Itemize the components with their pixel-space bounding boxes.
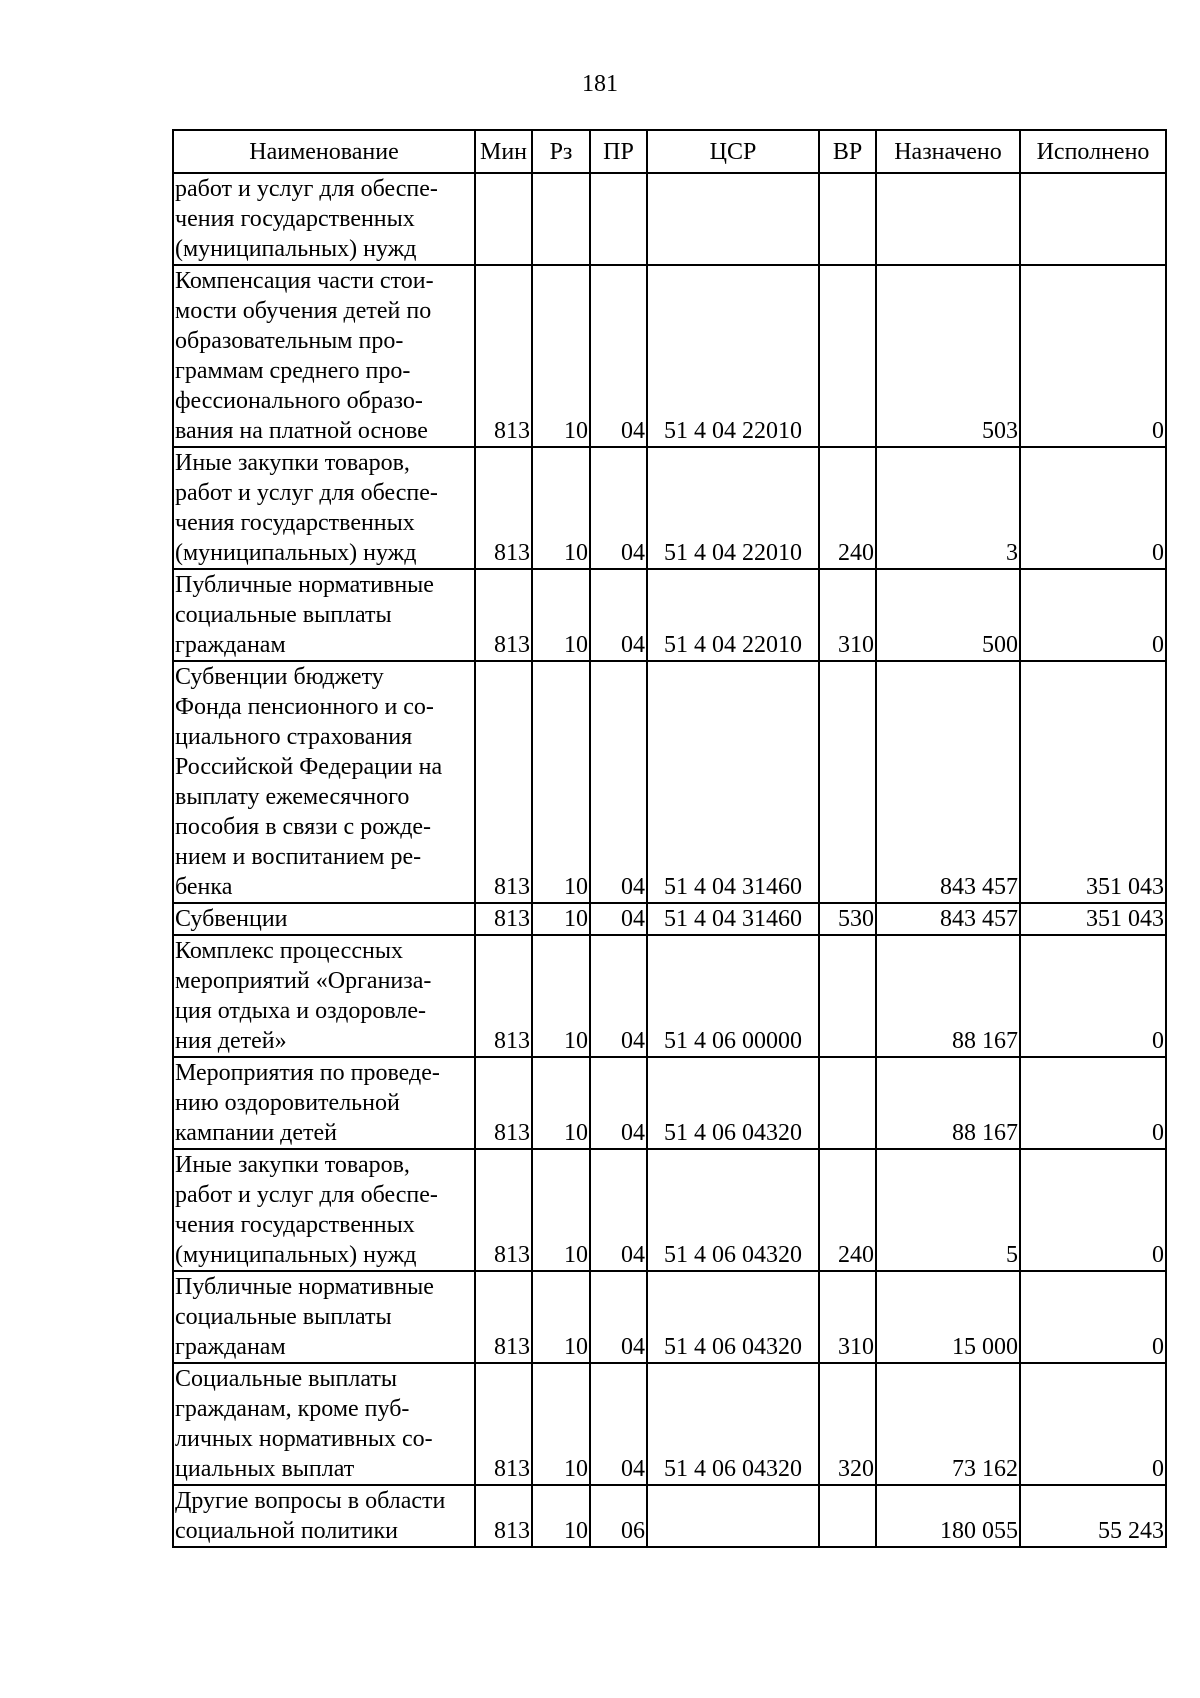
cell-min: 813 bbox=[475, 569, 532, 661]
cell-name-line: работ и услуг для обеспе- bbox=[175, 176, 438, 202]
cell-naznacheno: 73 162 bbox=[876, 1363, 1020, 1485]
cell-rz: 10 bbox=[532, 935, 590, 1057]
cell-csr: 51 4 04 31460 bbox=[647, 903, 819, 935]
cell-csr: 51 4 06 00000 bbox=[647, 935, 819, 1057]
cell-csr: 51 4 04 31460 bbox=[647, 661, 819, 903]
cell-name-line: вания на платной основе bbox=[175, 418, 428, 444]
cell-vr: 240 bbox=[819, 1149, 876, 1271]
table-header bbox=[173, 130, 1166, 173]
cell-name-line: гражданам bbox=[175, 1334, 286, 1360]
header-pr: ПР bbox=[590, 130, 647, 173]
cell-csr: 51 4 06 04320 bbox=[647, 1271, 819, 1363]
cell-rz: 10 bbox=[532, 569, 590, 661]
cell-pr: 04 bbox=[590, 569, 647, 661]
cell-name-line: ция отдыха и оздоровле- bbox=[175, 998, 426, 1024]
cell-name-line: (муниципальных) нужд bbox=[175, 236, 417, 262]
cell-naznacheno: 15 000 bbox=[876, 1271, 1020, 1363]
cell-ispolneno: 0 bbox=[1020, 447, 1166, 569]
cell-naznacheno: 88 167 bbox=[876, 935, 1020, 1057]
cell-name bbox=[173, 447, 475, 569]
header-min: Мин bbox=[475, 130, 532, 173]
cell-vr: 530 bbox=[819, 903, 876, 935]
cell-pr: 04 bbox=[590, 1149, 647, 1271]
cell-ispolneno: 0 bbox=[1020, 569, 1166, 661]
cell-name-line: бенка bbox=[175, 874, 233, 900]
cell-naznacheno: 5 bbox=[876, 1149, 1020, 1271]
cell-vr bbox=[819, 661, 876, 903]
cell-ispolneno bbox=[1020, 173, 1166, 265]
cell-name-line: Публичные нормативные bbox=[175, 572, 434, 598]
table-row bbox=[173, 265, 1166, 447]
cell-csr: 51 4 06 04320 bbox=[647, 1149, 819, 1271]
cell-name-line: работ и услуг для обеспе- bbox=[175, 480, 438, 506]
cell-name-line: Другие вопросы в области bbox=[175, 1488, 446, 1514]
cell-name-line: нием и воспитанием ре- bbox=[175, 844, 422, 870]
cell-name-line: мости обучения детей по bbox=[175, 298, 432, 324]
cell-min: 813 bbox=[475, 1271, 532, 1363]
cell-name-line: Субвенции бюджету bbox=[175, 664, 384, 690]
header-csr: ЦСР bbox=[647, 130, 819, 173]
cell-rz: 10 bbox=[532, 1271, 590, 1363]
cell-rz: 10 bbox=[532, 1363, 590, 1485]
cell-name-line: Иные закупки товаров, bbox=[175, 1152, 410, 1178]
cell-rz: 10 bbox=[532, 1485, 590, 1547]
table-row bbox=[173, 1363, 1166, 1485]
cell-naznacheno: 500 bbox=[876, 569, 1020, 661]
cell-pr: 04 bbox=[590, 265, 647, 447]
cell-pr: 04 bbox=[590, 903, 647, 935]
cell-pr: 04 bbox=[590, 447, 647, 569]
cell-name-line: Социальные выплаты bbox=[175, 1366, 398, 1392]
cell-name-line: гражданам bbox=[175, 632, 286, 658]
table-body bbox=[173, 173, 1166, 1547]
cell-name-line: пособия в связи с рожде- bbox=[175, 814, 432, 840]
cell-name-line: Компенсация части стои- bbox=[175, 268, 434, 294]
cell-ispolneno: 55 243 bbox=[1020, 1485, 1166, 1547]
cell-naznacheno: 180 055 bbox=[876, 1485, 1020, 1547]
cell-rz: 10 bbox=[532, 903, 590, 935]
cell-vr bbox=[819, 1485, 876, 1547]
cell-rz bbox=[532, 173, 590, 265]
table-row bbox=[173, 1485, 1166, 1547]
cell-name-line: чения государственных bbox=[175, 1212, 415, 1238]
cell-name-line: Мероприятия по проведе- bbox=[175, 1060, 440, 1086]
table-row bbox=[173, 903, 1166, 935]
cell-naznacheno: 503 bbox=[876, 265, 1020, 447]
cell-vr bbox=[819, 265, 876, 447]
cell-name-line: кампании детей bbox=[175, 1120, 338, 1146]
cell-rz: 10 bbox=[532, 447, 590, 569]
cell-name-line: граммам среднего про- bbox=[175, 358, 411, 384]
cell-name-line: личных нормативных со- bbox=[175, 1426, 433, 1452]
cell-name-line: чения государственных bbox=[175, 510, 415, 536]
cell-ispolneno: 351 043 bbox=[1020, 903, 1166, 935]
cell-name-line: циальных выплат bbox=[175, 1456, 355, 1482]
cell-rz: 10 bbox=[532, 1149, 590, 1271]
cell-name bbox=[173, 1271, 475, 1363]
header-vr: ВР bbox=[819, 130, 876, 173]
cell-vr: 310 bbox=[819, 1271, 876, 1363]
cell-pr: 04 bbox=[590, 935, 647, 1057]
cell-name-line: чения государственных bbox=[175, 206, 415, 232]
cell-ispolneno: 0 bbox=[1020, 1271, 1166, 1363]
cell-name-line: образовательным про- bbox=[175, 328, 404, 354]
cell-vr bbox=[819, 173, 876, 265]
cell-name-line: Российской Федерации на bbox=[175, 754, 443, 780]
cell-csr bbox=[647, 173, 819, 265]
cell-name-line: Фонда пенсионного и со- bbox=[175, 694, 434, 720]
cell-ispolneno: 0 bbox=[1020, 1149, 1166, 1271]
header-naznacheno: Назначено bbox=[876, 130, 1020, 173]
cell-vr: 240 bbox=[819, 447, 876, 569]
cell-name bbox=[173, 265, 475, 447]
cell-pr: 04 bbox=[590, 1057, 647, 1149]
cell-name-line: работ и услуг для обеспе- bbox=[175, 1182, 438, 1208]
cell-name bbox=[173, 173, 475, 265]
cell-naznacheno: 843 457 bbox=[876, 903, 1020, 935]
cell-ispolneno: 0 bbox=[1020, 935, 1166, 1057]
cell-name-line: (муниципальных) нужд bbox=[175, 1242, 417, 1268]
cell-name bbox=[173, 1363, 475, 1485]
cell-name-line: ния детей» bbox=[175, 1028, 287, 1054]
cell-min: 813 bbox=[475, 661, 532, 903]
header-name: Наименование bbox=[173, 130, 475, 173]
cell-rz: 10 bbox=[532, 1057, 590, 1149]
page-number: 181 bbox=[582, 71, 618, 97]
cell-ispolneno: 351 043 bbox=[1020, 661, 1166, 903]
cell-naznacheno: 843 457 bbox=[876, 661, 1020, 903]
cell-vr: 320 bbox=[819, 1363, 876, 1485]
table-row bbox=[173, 173, 1166, 265]
header-rz: Рз bbox=[532, 130, 590, 173]
cell-ispolneno: 0 bbox=[1020, 1057, 1166, 1149]
table-row bbox=[173, 569, 1166, 661]
table-row bbox=[173, 1057, 1166, 1149]
cell-name-line: гражданам, кроме пуб- bbox=[175, 1396, 410, 1422]
budget-table bbox=[172, 129, 1167, 1548]
cell-name bbox=[173, 1485, 475, 1547]
cell-naznacheno: 3 bbox=[876, 447, 1020, 569]
table-row bbox=[173, 935, 1166, 1057]
cell-name bbox=[173, 1149, 475, 1271]
cell-csr: 51 4 06 04320 bbox=[647, 1363, 819, 1485]
cell-name-line: Иные закупки товаров, bbox=[175, 450, 410, 476]
table-row bbox=[173, 447, 1166, 569]
cell-name bbox=[173, 935, 475, 1057]
table-row bbox=[173, 661, 1166, 903]
cell-name bbox=[173, 903, 475, 935]
cell-name bbox=[173, 1057, 475, 1149]
cell-rz: 10 bbox=[532, 265, 590, 447]
cell-naznacheno bbox=[876, 173, 1020, 265]
cell-name-line: фессионального образо- bbox=[175, 388, 423, 414]
cell-name bbox=[173, 661, 475, 903]
cell-vr: 310 bbox=[819, 569, 876, 661]
header-ispolneno: Исполнено bbox=[1020, 130, 1166, 173]
cell-rz: 10 bbox=[532, 661, 590, 903]
cell-pr: 04 bbox=[590, 661, 647, 903]
cell-pr: 04 bbox=[590, 1271, 647, 1363]
cell-name-line: (муниципальных) нужд bbox=[175, 540, 417, 566]
cell-csr: 51 4 04 22010 bbox=[647, 447, 819, 569]
table-row bbox=[173, 1271, 1166, 1363]
cell-min: 813 bbox=[475, 1149, 532, 1271]
cell-min: 813 bbox=[475, 1057, 532, 1149]
cell-min: 813 bbox=[475, 447, 532, 569]
cell-name-line: социальные выплаты bbox=[175, 602, 392, 628]
cell-min: 813 bbox=[475, 935, 532, 1057]
cell-pr: 04 bbox=[590, 1363, 647, 1485]
cell-name-line: мероприятий «Организа- bbox=[175, 968, 432, 994]
cell-min: 813 bbox=[475, 1485, 532, 1547]
cell-min bbox=[475, 173, 532, 265]
cell-pr: 06 bbox=[590, 1485, 647, 1547]
cell-name-line: циального страхования bbox=[175, 724, 413, 750]
cell-name-line: Публичные нормативные bbox=[175, 1274, 434, 1300]
cell-vr bbox=[819, 935, 876, 1057]
cell-name-line: социальной политики bbox=[175, 1518, 398, 1544]
cell-ispolneno: 0 bbox=[1020, 265, 1166, 447]
cell-name-line: выплату ежемесячного bbox=[175, 784, 410, 810]
cell-name-line: Комплекс процессных bbox=[175, 938, 403, 964]
cell-csr: 51 4 06 04320 bbox=[647, 1057, 819, 1149]
cell-vr bbox=[819, 1057, 876, 1149]
cell-name-line: нию оздоровительной bbox=[175, 1090, 400, 1116]
cell-name-line: социальные выплаты bbox=[175, 1304, 392, 1330]
cell-name bbox=[173, 569, 475, 661]
cell-min: 813 bbox=[475, 1363, 532, 1485]
cell-csr: 51 4 04 22010 bbox=[647, 265, 819, 447]
table-row bbox=[173, 1149, 1166, 1271]
cell-pr bbox=[590, 173, 647, 265]
cell-min: 813 bbox=[475, 265, 532, 447]
cell-naznacheno: 88 167 bbox=[876, 1057, 1020, 1149]
cell-csr: 51 4 04 22010 bbox=[647, 569, 819, 661]
header-row bbox=[173, 130, 1166, 173]
cell-csr bbox=[647, 1485, 819, 1547]
cell-min: 813 bbox=[475, 903, 532, 935]
cell-ispolneno: 0 bbox=[1020, 1363, 1166, 1485]
cell-name-line: Субвенции bbox=[175, 906, 288, 932]
